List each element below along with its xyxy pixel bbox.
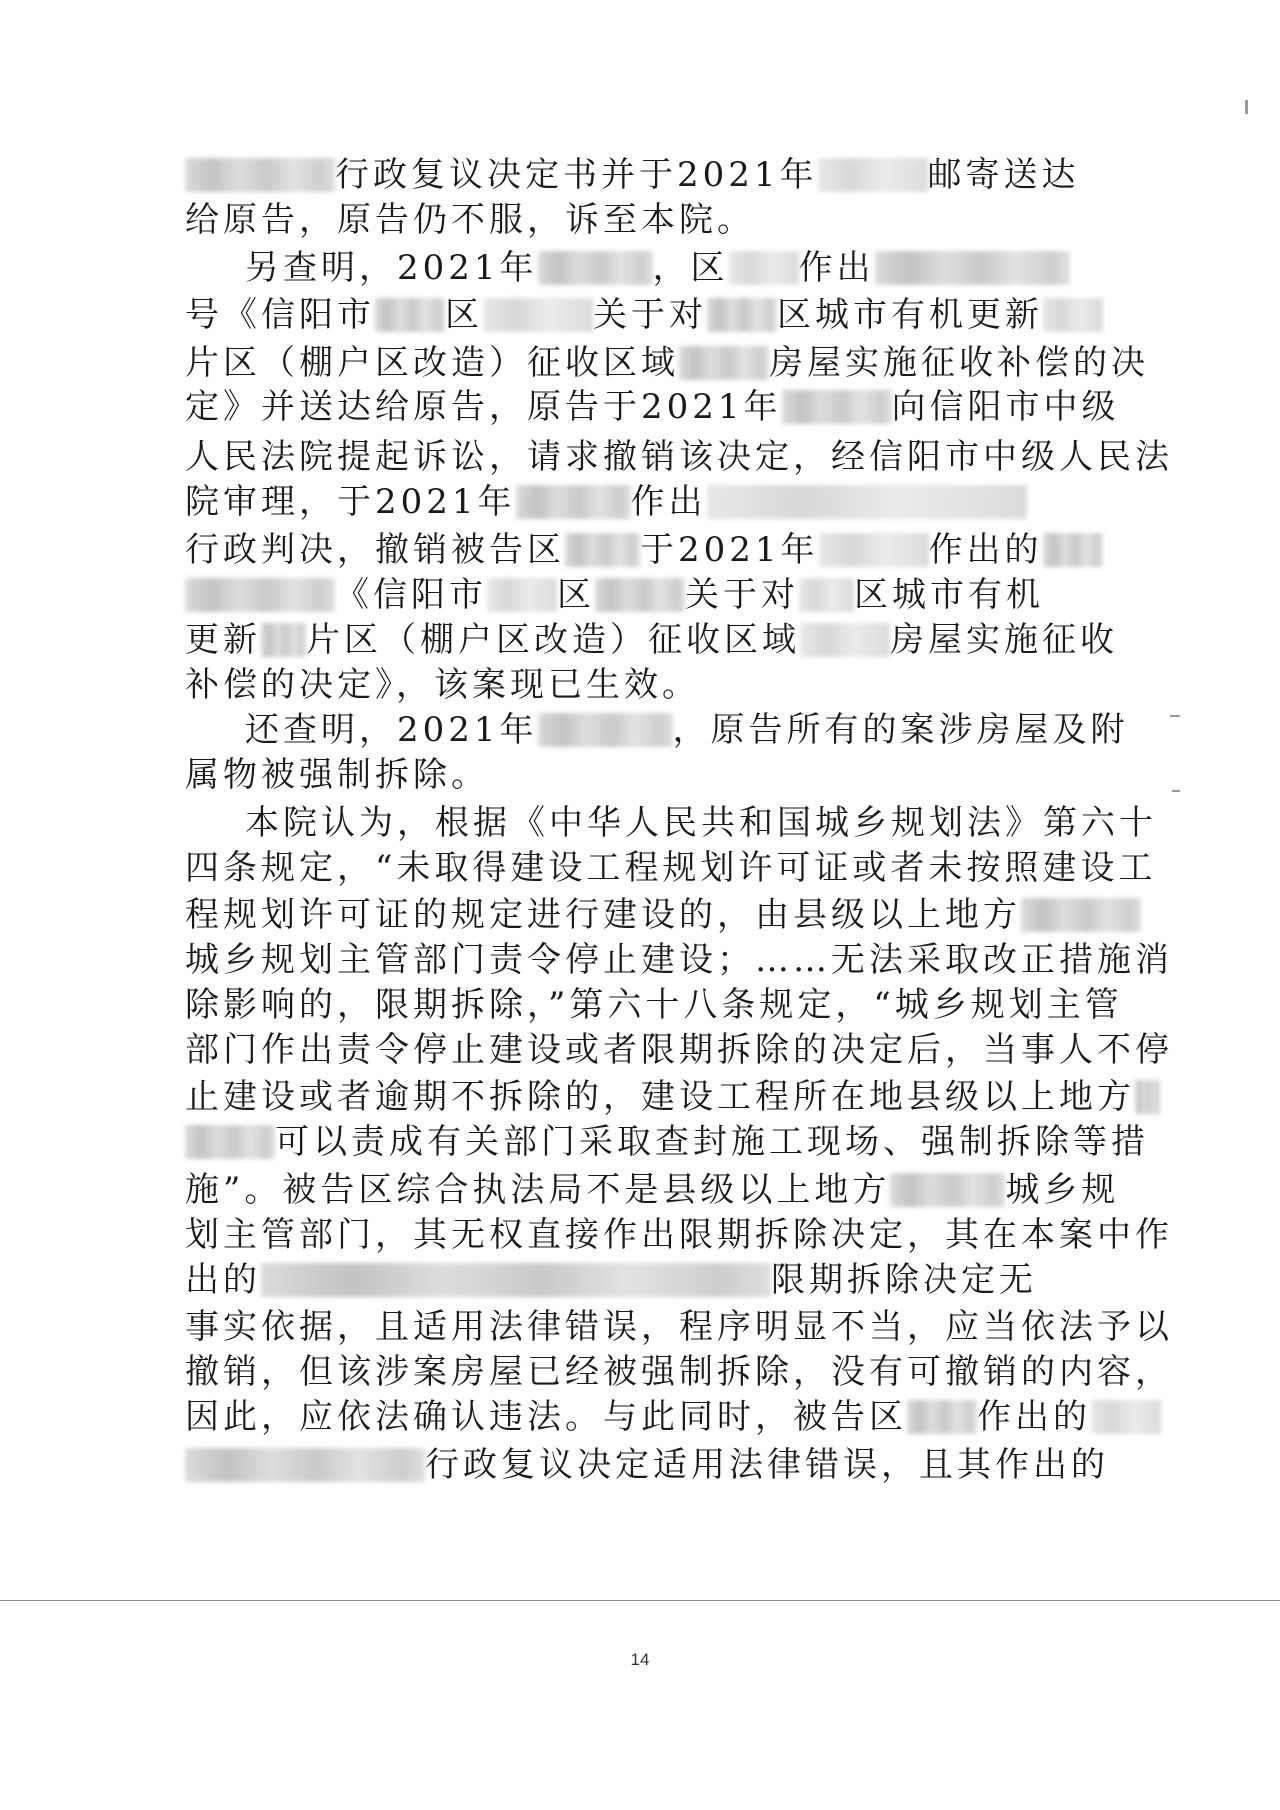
line-text: 房屋实施征收 (890, 620, 1118, 660)
scan-mark (1170, 715, 1180, 717)
page-divider (0, 1600, 1280, 1601)
line-text: 区城市有机更新 (777, 295, 1043, 335)
text-line (185, 1072, 1160, 1122)
line-text: 事实依据，且适用法律错误，程序明显不当，应当依法予以 (185, 1307, 1173, 1347)
text-line (185, 1392, 1161, 1442)
text-line (185, 525, 1103, 575)
line-text: 作出 (798, 248, 875, 288)
redaction-block (261, 1263, 771, 1297)
text-line (185, 843, 1156, 893)
line-text: 施”。被告区综合执法局不是县级以上地方 (185, 1170, 891, 1210)
line-text: 《信阳市 (335, 575, 487, 615)
text-line (185, 243, 1070, 293)
line-text: ，原告所有的案涉房屋及附 (672, 710, 1129, 750)
line-text: 于2021年 (640, 530, 819, 570)
line-text: 城乡规 (1005, 1170, 1120, 1210)
text-line (185, 935, 1173, 985)
text-line (185, 338, 1149, 388)
line-text: 关于对 (685, 575, 799, 615)
line-text: 除影响的，限期拆除，”第六十八条规定，“城乡规划主管 (185, 985, 1123, 1025)
line-text: 邮寄送达 (927, 155, 1080, 195)
redaction-block (487, 578, 557, 612)
line-text: 城乡规划主管部门责令停止建设；……无法采取改正措施消 (185, 940, 1173, 980)
line-text: 撤销，但该涉案房屋已经被强制拆除，没有可撤销的内容， (185, 1352, 1173, 1392)
redaction-block (375, 298, 445, 332)
redaction-block (729, 251, 799, 285)
line-text: 还查明，2021年 (245, 710, 538, 750)
redaction-block (185, 158, 335, 192)
redaction-block (516, 485, 631, 519)
text-line (185, 570, 1044, 620)
line-text: 作出的 (928, 530, 1043, 570)
text-line (185, 750, 489, 800)
text-line (185, 1165, 1119, 1215)
line-text: 号《信阳市 (185, 295, 375, 335)
line-text: 区 (445, 295, 483, 335)
line-text: 更新 (185, 620, 261, 660)
text-line (185, 1117, 1149, 1167)
line-text: 程规划许可证的规定进行建设的，由县级以上地方 (185, 895, 1021, 935)
line-text: 区城市有机 (854, 575, 1044, 615)
line-text: 作出 (630, 482, 707, 522)
text-line (185, 290, 1103, 340)
line-text: 给原告，原告仍不服，诉至本院。 (185, 200, 755, 240)
redaction-block (782, 390, 892, 424)
text-line (185, 1302, 1173, 1352)
line-text: ，区 (652, 248, 729, 288)
line-text: 房屋实施征收补偿的决 (769, 343, 1149, 383)
line-text: 本院认为，根据《中华人民共和国城乡规划法》第六十 (245, 803, 1157, 843)
line-text: 限期拆除决定无 (771, 1260, 1037, 1300)
line-text: 片区（棚户区改造）征收区域 (185, 343, 679, 383)
line-text: 划主管部门，其无权直接作出限期拆除决定，其在本案中作 (185, 1215, 1173, 1255)
redaction-block (819, 533, 929, 567)
line-text: 作出的 (977, 1397, 1091, 1437)
text-line (185, 432, 1173, 482)
line-text: 因此，应依法确认违法。与此同时，被告区 (185, 1397, 907, 1437)
text-line (185, 1255, 1037, 1305)
text-line (185, 660, 700, 710)
line-text: 人民法院提起诉讼，请求撤销该决定，经信阳市中级人民法 (185, 437, 1173, 477)
redaction-block (1043, 298, 1103, 332)
redaction-block (1021, 898, 1141, 932)
redaction-block (261, 623, 306, 657)
line-text: 行政判决，撤销被告区 (185, 530, 565, 570)
scan-mark (1172, 790, 1180, 792)
line-text: 止建设或者逾期不拆除的，建设工程所在地县级以上地方 (185, 1077, 1135, 1117)
line-text: 另查明，2021年 (245, 248, 538, 288)
redaction-block (185, 578, 335, 612)
line-text: 关于对 (593, 295, 707, 335)
redaction-block (185, 1125, 275, 1159)
line-text: 属物被强制拆除。 (185, 755, 489, 795)
redaction-block (538, 251, 653, 285)
text-line (185, 890, 1141, 940)
redaction-block (185, 1448, 425, 1482)
redaction-block (679, 346, 769, 380)
redaction-block (907, 1400, 977, 1434)
line-text: 补偿的决定》，该案现已生效。 (185, 665, 700, 705)
page-number: 14 (630, 1650, 650, 1669)
text-line (185, 615, 1118, 665)
line-text: 区 (557, 575, 595, 615)
redaction-block (595, 578, 685, 612)
redaction-block (799, 578, 854, 612)
line-text: 片区（棚户区改造）征收区域 (306, 620, 800, 660)
text-line (185, 1025, 1173, 1075)
line-text: 院审理，于2021年 (185, 482, 516, 522)
text-line (185, 150, 1080, 200)
text-line (185, 1210, 1173, 1260)
text-line (185, 1347, 1173, 1397)
text-line (185, 382, 1120, 432)
scan-mark (1245, 100, 1248, 114)
text-line (185, 1440, 1109, 1490)
redaction-block (890, 1173, 1005, 1207)
text-line (185, 980, 1123, 1030)
line-text: 定》并送达给原告，原告于2021年 (185, 387, 782, 427)
redaction-block (818, 158, 928, 192)
text-line (185, 798, 1157, 848)
redaction-block (1091, 1400, 1161, 1434)
redaction-block (538, 713, 673, 747)
line-text: 向信阳市中级 (891, 387, 1120, 427)
redaction-block (1043, 533, 1103, 567)
line-text: 部门作出责令停止建设或者限期拆除的决定后，当事人不停 (185, 1030, 1173, 1070)
line-text: 四条规定，“未取得建设工程规划许可证或者未按照建设工 (185, 848, 1157, 888)
redaction-block (1135, 1080, 1160, 1114)
text-line (185, 705, 1129, 755)
redaction-block (875, 251, 1070, 285)
line-text: 出的 (185, 1260, 261, 1300)
redaction-block (707, 485, 1027, 519)
redaction-block (800, 623, 890, 657)
redaction-block (565, 533, 640, 567)
redaction-block (483, 298, 593, 332)
redaction-block (707, 298, 777, 332)
line-text: 行政复议决定适用法律错误，且其作出的 (425, 1445, 1109, 1485)
line-text: 行政复议决定书并于2021年 (335, 155, 818, 195)
text-line (185, 195, 755, 245)
text-line (185, 477, 1027, 527)
line-text: 可以责成有关部门采取查封施工现场、强制拆除等措 (275, 1122, 1149, 1162)
